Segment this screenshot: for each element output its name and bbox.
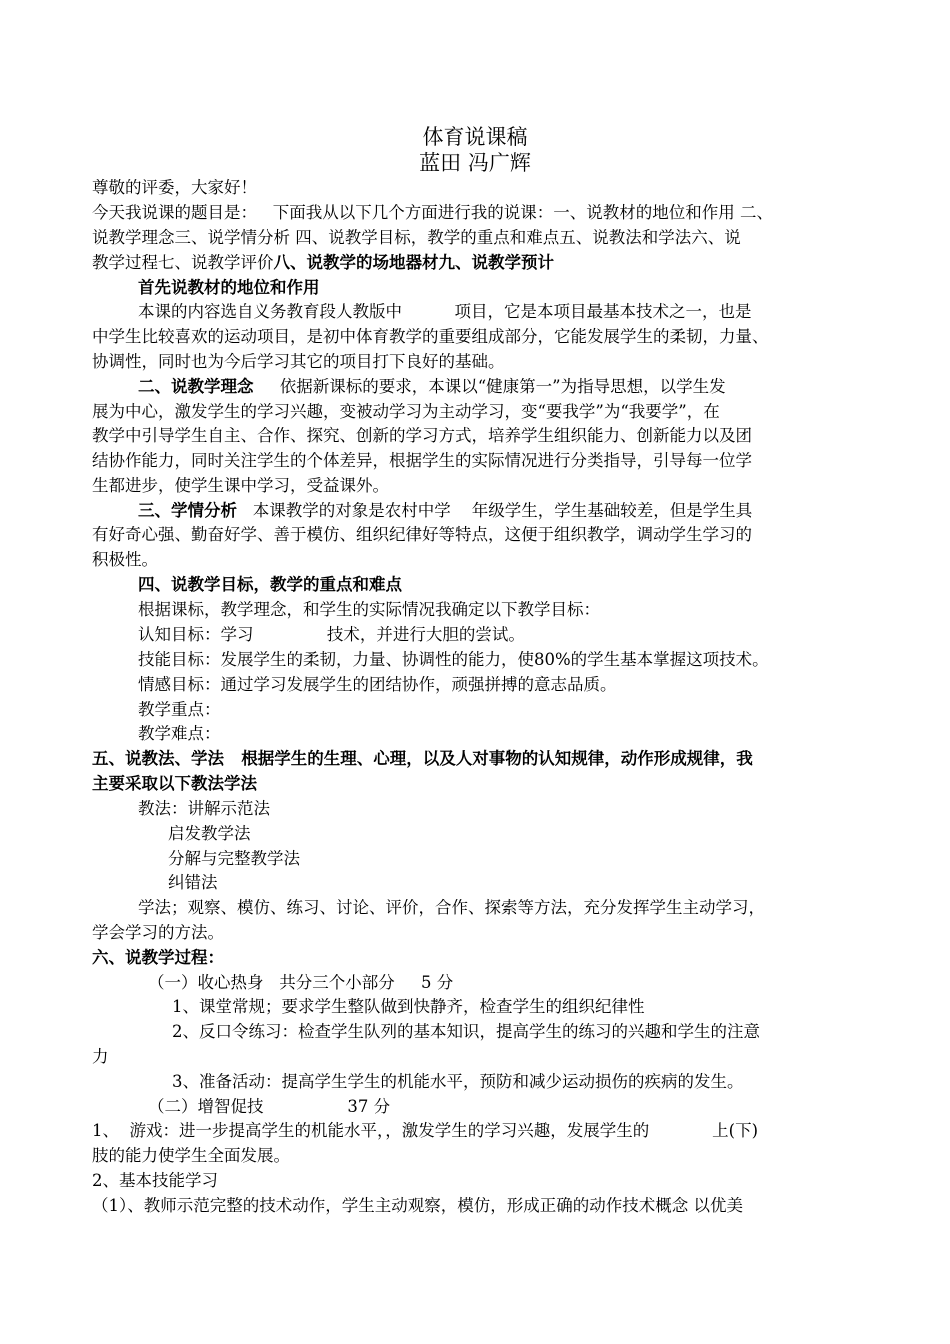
section-2-line-5: 生都进步，使学生课中学习，受益课外。 (92, 476, 389, 495)
intro-line-3 (92, 251, 554, 275)
process-item-2: 2、反口令练习：检查学生队列的基本知识，提高学生的练习的兴趣和学生的注意 (172, 1022, 760, 1041)
learning-method-line-2: 学会学习的方法。 (92, 923, 224, 942)
greeting: 尊敬的评委，大家好！ (92, 178, 257, 197)
teaching-key-point: 教学重点： (138, 700, 221, 719)
process-part-2: （二）增智促技 37 分 (148, 1097, 391, 1116)
section-4-line-1: 根据课标，教学理念，和学生的实际情况我确定以下教学目标： (138, 600, 600, 619)
intro-line-2: 说教学理念三、说学情分析 四、说教学目标，教学的重点和难点五、说教法和学法六、说 (92, 228, 741, 247)
game-line-1: 1、 游戏：进一步提高学生的机能水平，，激发学生的学习兴趣，发展学生的 上(下) (92, 1121, 759, 1140)
skill-goal: 技能目标：发展学生的柔韧，力量、协调性的能力，使80%的学生基本掌握这项技术。 (138, 650, 769, 669)
method-1: 教法：讲解示范法 (138, 799, 270, 818)
section-4-heading: 四、说教学目标，教学的重点和难点 (138, 575, 402, 594)
section-2-line-4: 结协作能力，同时关注学生的个体差异，根据学生的实际情况进行分类指导，引导每一位学 (92, 451, 752, 470)
game-line-2: 肢的能力使学生全面发展。 (92, 1146, 290, 1165)
method-4: 纠错法 (168, 873, 218, 892)
basic-skill-line-1: （1）、教师示范完整的技术动作，学生主动观察，模仿，形成正确的动作技术概念 以优美 (92, 1196, 743, 1215)
section-2-heading: 二、说教学理念 (138, 377, 254, 396)
process-item-2-cont: 力 (92, 1047, 109, 1066)
section-2-line-1 (138, 375, 726, 399)
process-part-1: （一）收心热身 共分三个小部分 5 分 (148, 973, 454, 992)
section-3-line-1 (138, 499, 752, 523)
process-item-3: 3、准备活动：提高学生学生的机能水平，预防和减少运动损伤的疾病的发生。 (172, 1072, 744, 1091)
section-5-line-2: 主要采取以下教法学法 (92, 774, 257, 793)
section-1-heading: 首先说教材的地位和作用 (138, 278, 320, 297)
method-2: 启发教学法 (168, 824, 251, 843)
section-2-line-3: 教学中引导学生自主、合作、探究、创新的学习方式，培养学生组织能力、创新能力以及团 (92, 426, 752, 445)
intro-line-3-plain: 教学过程七、说教学评价 (92, 253, 274, 272)
section-1-line-2: 中学生比较喜欢的运动项目，是初中体育教学的重要组成部分，它能发展学生的柔韧，力量、 (92, 327, 769, 346)
section-1-line-3: 协调性，同时也为今后学习其它的项目打下良好的基础。 (92, 352, 505, 371)
basic-skill-heading: 2、基本技能学习 (92, 1171, 218, 1190)
emotion-goal: 情感目标：通过学习发展学生的团结协作，顽强拼搏的意志品质。 (138, 675, 617, 694)
author-line: 蓝田 冯广辉 (419, 151, 531, 175)
learning-method-line-1: 学法；观察、模仿、练习、讨论、评价，合作、探索等方法，充分发挥学生主动学习， (138, 898, 765, 917)
section-2-lead: 依据新课标的要求，本课以“健康第一”为指导思想，以学生发 (253, 377, 726, 396)
cognitive-goal: 认知目标：学习 技术，并进行大胆的尝试。 (138, 625, 525, 644)
intro-line-3-bold: 八、说教学的场地器材九、说教学预计 (273, 253, 554, 272)
section-5-line-1: 五、说教法、学法 根据学生的生理、心理，以及人对事物的认知规律，动作形成规律，我 (92, 749, 753, 768)
intro-line-1: 今天我说课的题目是： 下面我从以下几个方面进行我的说课：一、说教材的地位和作用 二、 (92, 203, 773, 222)
section-3-line-2: 有好奇心强、勤奋好学、善于模仿、组织纪律好等特点，这便于组织教学，调动学生学习的 (92, 525, 752, 544)
section-2-line-2: 展为中心，激发学生的学习兴趣，变被动学习为主动学习，变“要我学”为“我要学”，在 (92, 402, 720, 421)
method-3: 分解与完整教学法 (168, 849, 300, 868)
section-1-line-1: 本课的内容选自义务教育段人教版中 项目，它是本项目最基本技术之一，也是 (138, 302, 752, 321)
process-item-1: 1、课堂常规；要求学生整队做到快静齐，检查学生的组织纪律性 (172, 997, 645, 1016)
section-3-lead: 本课教学的对象是农村中学 年级学生，学生基础较差，但是学生具 (237, 501, 753, 520)
document-title: 体育说课稿 (422, 125, 528, 149)
teaching-difficulty: 教学难点： (138, 724, 221, 743)
section-3-heading: 三、学情分析 (138, 501, 237, 520)
section-3-line-3: 积极性。 (92, 550, 158, 569)
section-6-heading: 六、说教学过程： (92, 948, 224, 967)
